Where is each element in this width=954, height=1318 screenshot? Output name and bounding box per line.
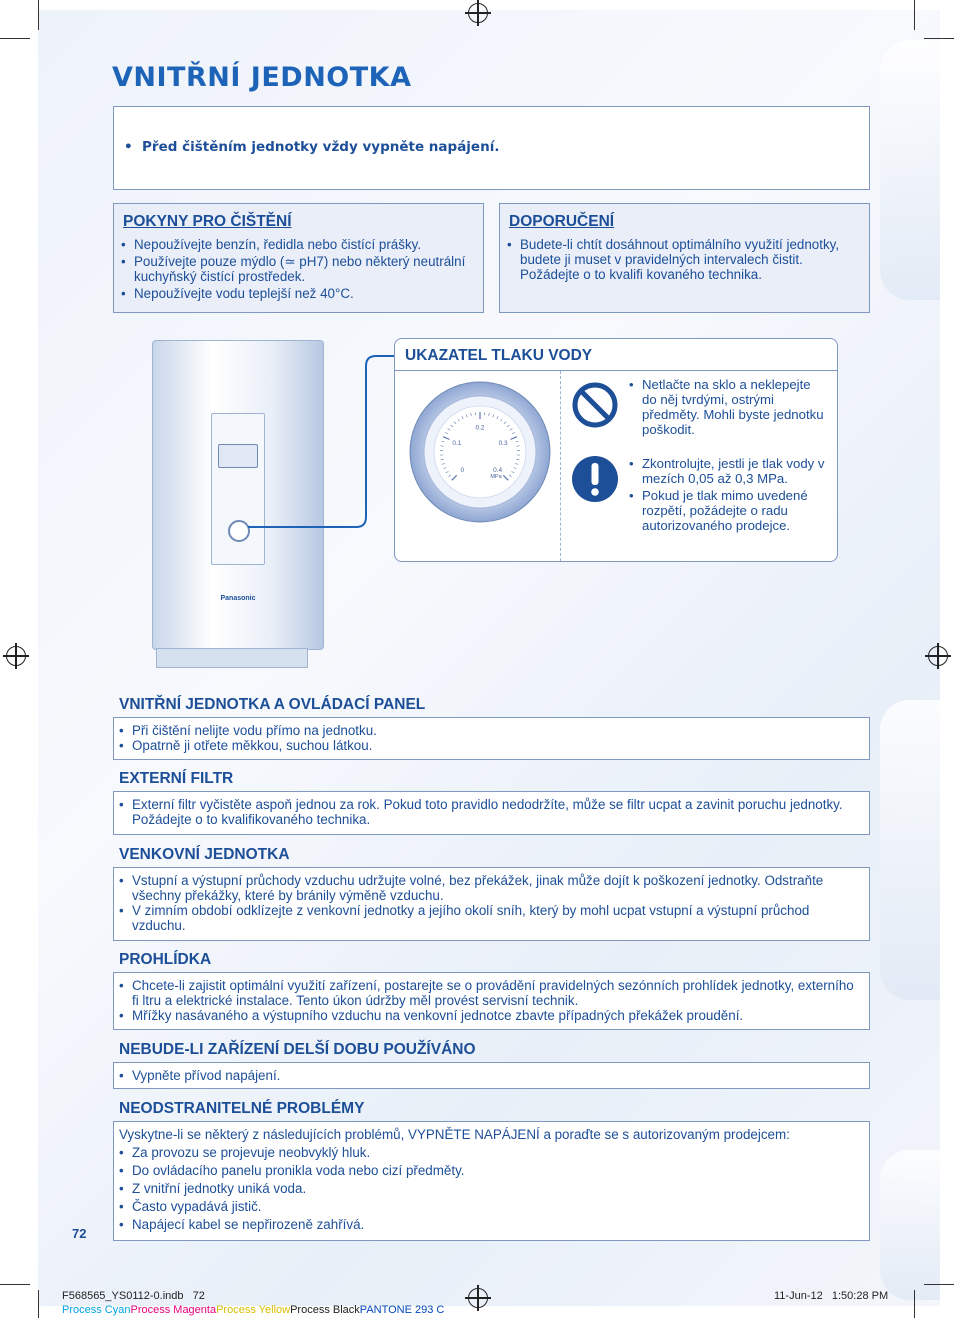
list-item: • Napájecí kabel se nepřirozeně zahřívá. bbox=[116, 1217, 861, 1232]
gauge-header bbox=[395, 339, 837, 371]
dial-tick bbox=[516, 441, 519, 442]
list-item: • Mřížky nasávaného a výstupního vzduchu na venkovní jednotce zbavte případných překážek proudění. bbox=[116, 1008, 864, 1023]
footer-file: F568565_YS0112-0.indb 72 bbox=[62, 1290, 205, 1302]
warning-text-value: Před čištěním jednotky vždy vypněte napájení. bbox=[142, 139, 500, 155]
dial-tick bbox=[451, 425, 453, 427]
gauge-title: UKAZATEL TLAKU VODY bbox=[405, 347, 593, 364]
dial-label: 0.2 bbox=[475, 424, 485, 432]
process-black: Process Black bbox=[290, 1304, 360, 1316]
list-item: • Používejte pouze mýdlo (≃ pH7) nebo některý neutrální kuchyňský čistící prostředek. bbox=[118, 254, 478, 284]
dial-tick bbox=[489, 413, 490, 416]
dial-tick bbox=[516, 459, 519, 460]
inspection-list bbox=[116, 978, 864, 1023]
dial-tick bbox=[507, 425, 509, 427]
dial-tick bbox=[458, 419, 460, 421]
section-title-unused: NEBUDE-LI ZAŘÍZENÍ DELŠÍ DOBU POUŽÍVÁNO bbox=[119, 1041, 476, 1058]
dial-tick bbox=[454, 422, 456, 424]
cleaning-title: POKYNY PRO ČIŠTĚNÍ bbox=[123, 213, 292, 230]
list-item: • Vypněte přívod napájení. bbox=[116, 1068, 861, 1083]
outdoor-list bbox=[116, 873, 861, 933]
process-magenta: Process Magenta bbox=[130, 1304, 217, 1316]
process-yellow: Process Yellow bbox=[216, 1304, 291, 1316]
list-item: • Opatrně ji otřete měkkou, suchou látkou. bbox=[116, 738, 861, 753]
dial-tick bbox=[445, 432, 448, 433]
dial-tick bbox=[504, 422, 506, 424]
list-item: • Chcete-li zajistit optimální využití zařízení, postarejte se o provádění pravidelných sezónních prohlídek jednotky, externího fi ltru a elektrické instalace. Tento úkon údržby měl provést servisní technik. bbox=[116, 978, 864, 1008]
dial-tick bbox=[449, 475, 451, 477]
prohibit-list bbox=[626, 377, 826, 437]
section-title-inspection: PROHLÍDKA bbox=[119, 951, 212, 968]
dial-tick bbox=[515, 463, 518, 464]
section-indoor bbox=[113, 717, 870, 760]
dial-label: 0.4 bbox=[493, 467, 503, 475]
section-filter bbox=[113, 791, 870, 835]
recommendation-title: DOPORUČENÍ bbox=[509, 213, 615, 230]
indoor-list bbox=[116, 723, 861, 753]
dial-label: 0.1 bbox=[452, 439, 462, 447]
list-item: • Nepoužívejte benzín, ředidla nebo čistící prášky. bbox=[118, 237, 478, 252]
gauge-dial bbox=[409, 381, 551, 523]
dial-tick bbox=[466, 414, 467, 417]
dial-tick bbox=[442, 441, 445, 442]
list-item: • Za provozu se projevuje neobvyklý hluk. bbox=[116, 1145, 861, 1160]
dial-tick bbox=[443, 437, 449, 440]
dial-tick bbox=[512, 471, 515, 473]
dial-tick bbox=[509, 475, 511, 477]
dial-tick bbox=[448, 428, 450, 430]
dial-tick bbox=[514, 467, 517, 468]
dial-tick bbox=[446, 471, 449, 473]
dial-tick bbox=[493, 414, 494, 417]
divider bbox=[560, 371, 561, 561]
connector-line bbox=[248, 356, 395, 527]
caution-list bbox=[626, 456, 831, 533]
section-title-indoor: VNITŘNÍ JEDNOTKA A OVLÁDACÍ PANEL bbox=[119, 696, 426, 713]
list-item: • Pokud je tlak mimo uvedené rozpětí, požádejte o radu autorizovaného prodejce. bbox=[626, 488, 831, 533]
gauge-callout bbox=[394, 338, 838, 562]
brand-logo: Panasonic bbox=[220, 595, 256, 602]
dial-tick bbox=[444, 467, 447, 468]
page-title: VNITŘNÍ JEDNOTKA bbox=[112, 62, 412, 93]
process-cyan: Process Cyan bbox=[62, 1304, 131, 1316]
list-item: • V zimním období odklízejte z venkovní jednotky a jejího okolí sníh, který by mohl ucpat vstupní a výstupní průchod vzduchu. bbox=[116, 903, 861, 933]
section-title-outdoor: VENKOVNÍ JEDNOTKA bbox=[119, 846, 290, 863]
dial-unit: MPa bbox=[490, 474, 502, 480]
list-item: • Vstupní a výstupní průchody vzduchu udržujte volné, bez překážek, jinak může dojít k poškození jednotky. Odstraňte všechny překážky, které by bránily výměně vzduchu. bbox=[116, 873, 861, 903]
section-unused bbox=[113, 1062, 870, 1089]
list-item: • Nepoužívejte vodu teplejší než 40°C. bbox=[118, 286, 478, 301]
dial-tick bbox=[452, 475, 457, 480]
dial-tick bbox=[512, 432, 515, 433]
footer-process-colors bbox=[62, 1304, 444, 1316]
section-problems bbox=[113, 1121, 870, 1241]
list-item: • Zkontrolujte, jestli je tlak vody v mezích 0,05 až 0,3 MPa. bbox=[626, 456, 831, 486]
section-title-filter: EXTERNÍ FILTR bbox=[119, 770, 234, 787]
dial-tick bbox=[510, 437, 516, 440]
problems-list bbox=[116, 1145, 861, 1232]
page-number: 72 bbox=[72, 1226, 87, 1241]
dial-label: 0 bbox=[460, 467, 465, 475]
list-item: • Budete-li chtít dosáhnout optimálního využití jednotky, budete ji muset v pravidelných intervalech čistit. Požádejte o to kvalifi kovaného technika. bbox=[504, 237, 854, 282]
list-item: • Do ovládacího panelu pronikla voda nebo cizí předměty. bbox=[116, 1163, 861, 1178]
filter-list bbox=[116, 797, 861, 827]
section-title-problems: NEODSTRANITELNÉ PROBLÉMY bbox=[119, 1100, 365, 1117]
process-pantone: PANTONE 293 C bbox=[359, 1304, 445, 1316]
dial-tick bbox=[510, 428, 512, 430]
dial-label: 0.3 bbox=[498, 439, 508, 447]
prohibition-icon bbox=[571, 381, 619, 429]
unused-list bbox=[116, 1068, 861, 1083]
list-item: • Z vnitřní jednotky uniká voda. bbox=[116, 1181, 861, 1196]
dial-tick bbox=[503, 475, 508, 480]
dial-tick bbox=[497, 416, 498, 419]
dial-tick bbox=[501, 419, 503, 421]
dial-tick bbox=[462, 416, 463, 419]
dial-tick bbox=[441, 459, 444, 460]
problems-intro: Vyskytne-li se některý z následujících problémů, VYPNĚTE NAPÁJENÍ a poraďte se s autorizovaným prodejcem: bbox=[119, 1127, 790, 1142]
list-item: • Externí filtr vyčistěte aspoň jednou za rok. Pokud toto pravidlo nedodržíte, může se filtr ucpat a zavinit poruchu jednotky. Požádejte o to kvalifikovaného technika. bbox=[116, 797, 861, 827]
list-item: • Netlačte na sklo a neklepejte do něj tvrdými, ostrými předměty. Mohli byste jednotku poškodit. bbox=[626, 377, 826, 437]
list-item: • Často vypadává jistič. bbox=[116, 1199, 861, 1214]
section-outdoor bbox=[113, 867, 870, 941]
exclamation-icon bbox=[571, 455, 619, 503]
footer-date: 11-Jun-12 1:50:28 PM bbox=[774, 1290, 889, 1302]
section-inspection bbox=[113, 972, 870, 1030]
warning-text: • Před čištěním jednotky vždy vypněte napájení. bbox=[124, 139, 500, 155]
list-item: • Při čištění nelijte vodu přímo na jednotku. bbox=[116, 723, 861, 738]
dial-tick bbox=[442, 463, 445, 464]
dial-tick bbox=[471, 413, 472, 416]
